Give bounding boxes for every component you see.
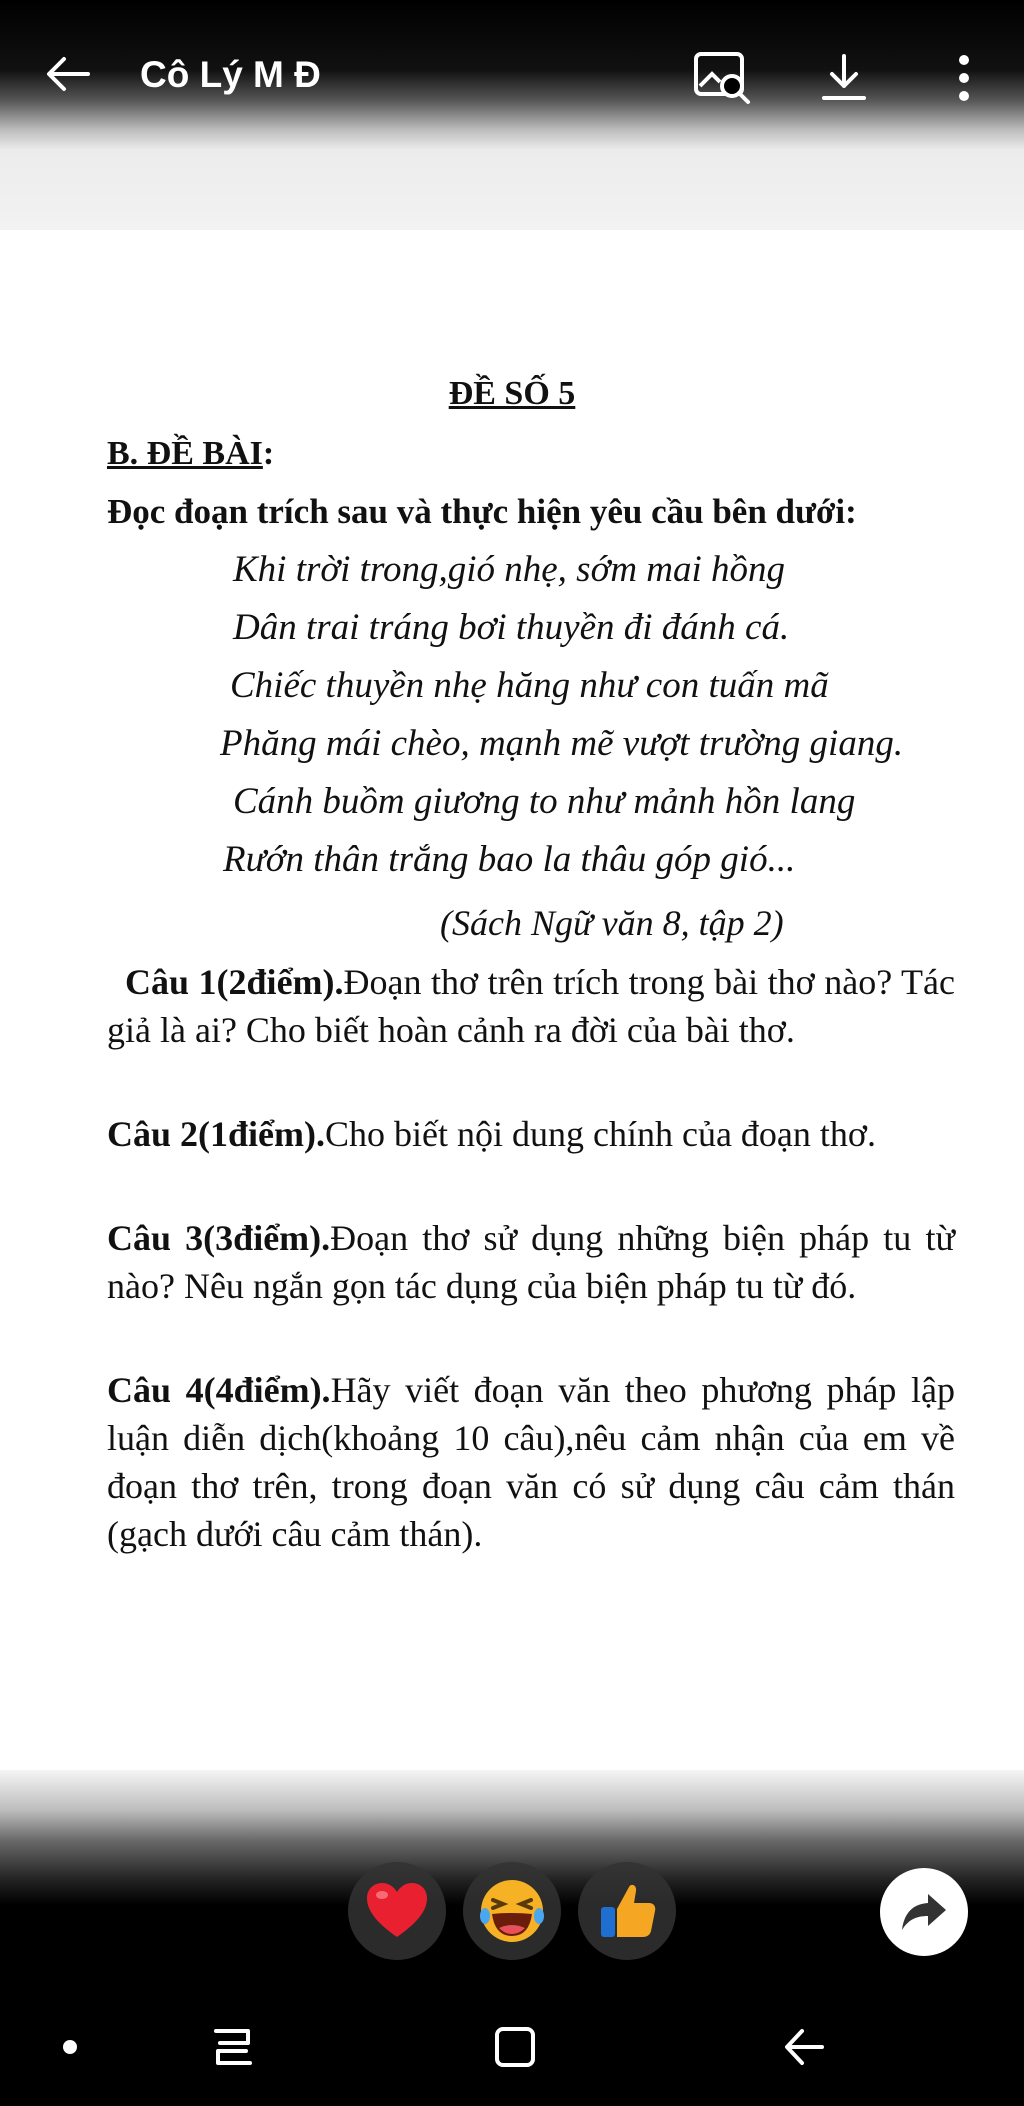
more-options-button[interactable] bbox=[932, 46, 996, 110]
question-3 bbox=[107, 1214, 955, 1310]
poem-line: Cánh buồm giương to như mảnh hồn lang bbox=[233, 781, 856, 822]
chat-title: Cô Lý M Đ bbox=[140, 54, 321, 95]
home-icon bbox=[491, 2023, 539, 2071]
image-search-icon bbox=[692, 50, 756, 106]
back-arrow-icon bbox=[44, 54, 92, 94]
back-icon bbox=[782, 2025, 828, 2069]
heart-icon bbox=[364, 1881, 430, 1941]
exam-heading: ĐỀ SỐ 5 bbox=[448, 375, 576, 412]
question-1 bbox=[107, 958, 955, 1054]
download-icon bbox=[816, 50, 872, 106]
thumbs-up-icon bbox=[595, 1879, 659, 1943]
poem-line: Chiếc thuyền nhẹ hăng như con tuấn mã bbox=[230, 665, 829, 706]
question-text: Hãy viết đoạn văn theo phương pháp lập luận diễn dịch(khoảng 10 câu),nêu cảm nhận của em về đoạn thơ trên, trong đoạn văn có sử dụng câu cảm thán (gạch dưới câu cảm thán). bbox=[107, 1370, 955, 1554]
nav-recents-button[interactable] bbox=[198, 2012, 268, 2082]
section-title-text: B. ĐỀ BÀI bbox=[107, 435, 263, 472]
nav-back-button[interactable] bbox=[770, 2012, 840, 2082]
instruction: Đọc đoạn trích sau và thực hiện yêu cầu bên dưới: bbox=[107, 492, 857, 531]
top-app-bar bbox=[0, 0, 1024, 230]
more-vert-icon bbox=[954, 50, 974, 106]
heart-reaction-button[interactable] bbox=[348, 1862, 446, 1960]
poem-source: (Sách Ngữ văn 8, tập 2) bbox=[440, 903, 784, 943]
poem-line: Rướn thân trắng bao la thâu góp gió... bbox=[223, 839, 796, 880]
question-text: Đoạn thơ trên trích trong bài thơ nào? Tác giả là ai? Cho biết hoàn cảnh ra đời của bài thơ. bbox=[107, 962, 955, 1050]
question-2 bbox=[107, 1110, 955, 1158]
recents-icon bbox=[208, 2025, 258, 2069]
nav-indicator-dot bbox=[63, 2040, 77, 2054]
question-4 bbox=[107, 1366, 955, 1558]
poem-line: Dân trai tráng bơi thuyền đi đánh cá. bbox=[233, 607, 790, 648]
haha-icon bbox=[477, 1876, 547, 1946]
section-title-colon: : bbox=[262, 435, 275, 472]
poem-line: Khi trời trong,gió nhẹ, sớm mai hồng bbox=[233, 549, 786, 590]
share-button[interactable] bbox=[880, 1868, 968, 1956]
haha-reaction-button[interactable] bbox=[463, 1862, 561, 1960]
question-text: Cho biết nội dung chính của đoạn thơ. bbox=[325, 1114, 876, 1154]
question-label: Câu 1(2điểm). bbox=[125, 962, 344, 1002]
share-icon bbox=[900, 1890, 948, 1934]
download-button[interactable] bbox=[812, 46, 876, 110]
question-text: Đoạn thơ sử dụng những biện pháp tu từ nào? Nêu ngắn gọn tác dụng của biện pháp tu từ đó. bbox=[107, 1218, 955, 1306]
question-label: Câu 4(4điểm). bbox=[107, 1370, 331, 1410]
question-label: Câu 2(1điểm). bbox=[107, 1114, 325, 1154]
document-image bbox=[0, 230, 1024, 1770]
back-button[interactable] bbox=[40, 46, 96, 102]
poem-line: Phăng mái chèo, mạnh mẽ vượt trường giang. bbox=[220, 723, 904, 764]
like-reaction-button[interactable] bbox=[578, 1862, 676, 1960]
image-search-button[interactable] bbox=[692, 46, 756, 110]
question-label: Câu 3(3điểm). bbox=[107, 1218, 331, 1258]
section-title bbox=[107, 435, 274, 473]
nav-home-button[interactable] bbox=[480, 2012, 550, 2082]
